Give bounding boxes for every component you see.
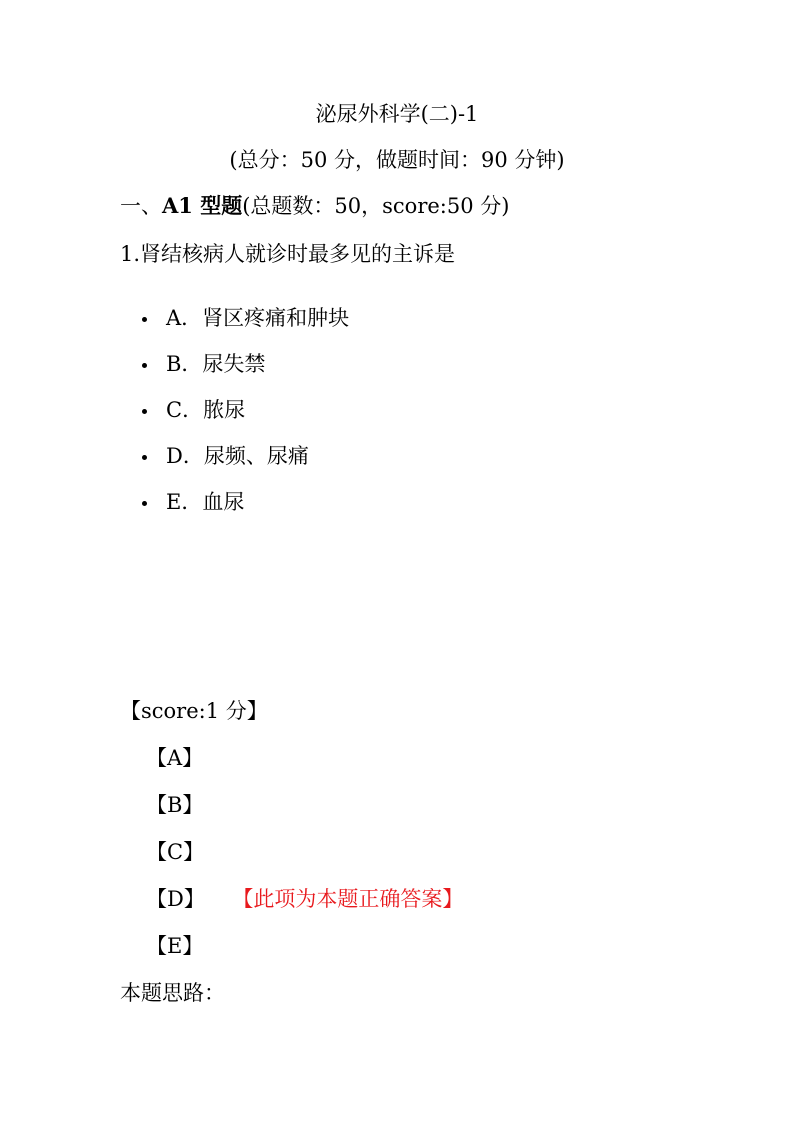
answer-label: 【C】 bbox=[146, 840, 205, 864]
option-list bbox=[140, 304, 349, 534]
option-label: C．脓尿 bbox=[166, 398, 246, 422]
option-item bbox=[140, 350, 349, 396]
answer-list bbox=[146, 744, 463, 979]
option-label: E．血尿 bbox=[166, 490, 245, 514]
exam-info: (总分：50 分，做题时间：90 分钟) bbox=[229, 148, 565, 172]
option-item bbox=[140, 488, 349, 534]
document-title: 泌尿外科学(二)-1 bbox=[315, 102, 479, 126]
option-label: B．尿失禁 bbox=[166, 352, 266, 376]
score-label: 【score:1 分】 bbox=[120, 699, 268, 723]
answer-row bbox=[146, 932, 463, 979]
explanation-label: 本题思路： bbox=[120, 981, 225, 1005]
answer-row bbox=[146, 885, 463, 932]
section-heading bbox=[120, 192, 509, 220]
section-name: A1 型题 bbox=[162, 193, 243, 218]
correct-answer-note: 【此项为本题正确答案】 bbox=[242, 887, 464, 911]
bullet-icon bbox=[142, 409, 147, 414]
bullet-icon bbox=[142, 455, 147, 460]
option-item bbox=[140, 396, 349, 442]
bullet-icon bbox=[142, 501, 147, 506]
section-prefix: 一、 bbox=[120, 194, 162, 218]
answer-row bbox=[146, 744, 463, 791]
answer-label: 【E】 bbox=[146, 934, 204, 958]
answer-label: 【B】 bbox=[146, 793, 204, 817]
option-item bbox=[140, 304, 349, 350]
answer-row bbox=[146, 838, 463, 885]
option-item bbox=[140, 442, 349, 488]
answer-label: 【D】 bbox=[146, 887, 205, 911]
bullet-icon bbox=[142, 317, 147, 322]
option-label: A．肾区疼痛和肿块 bbox=[166, 306, 350, 330]
question-text: 1.肾结核病人就诊时最多见的主诉是 bbox=[120, 242, 456, 266]
answer-label: 【A】 bbox=[146, 746, 204, 770]
bullet-icon bbox=[142, 363, 147, 368]
option-label: D．尿频、尿痛 bbox=[166, 444, 309, 468]
answer-row bbox=[146, 791, 463, 838]
section-info: (总题数：50，score:50 分) bbox=[242, 194, 510, 218]
